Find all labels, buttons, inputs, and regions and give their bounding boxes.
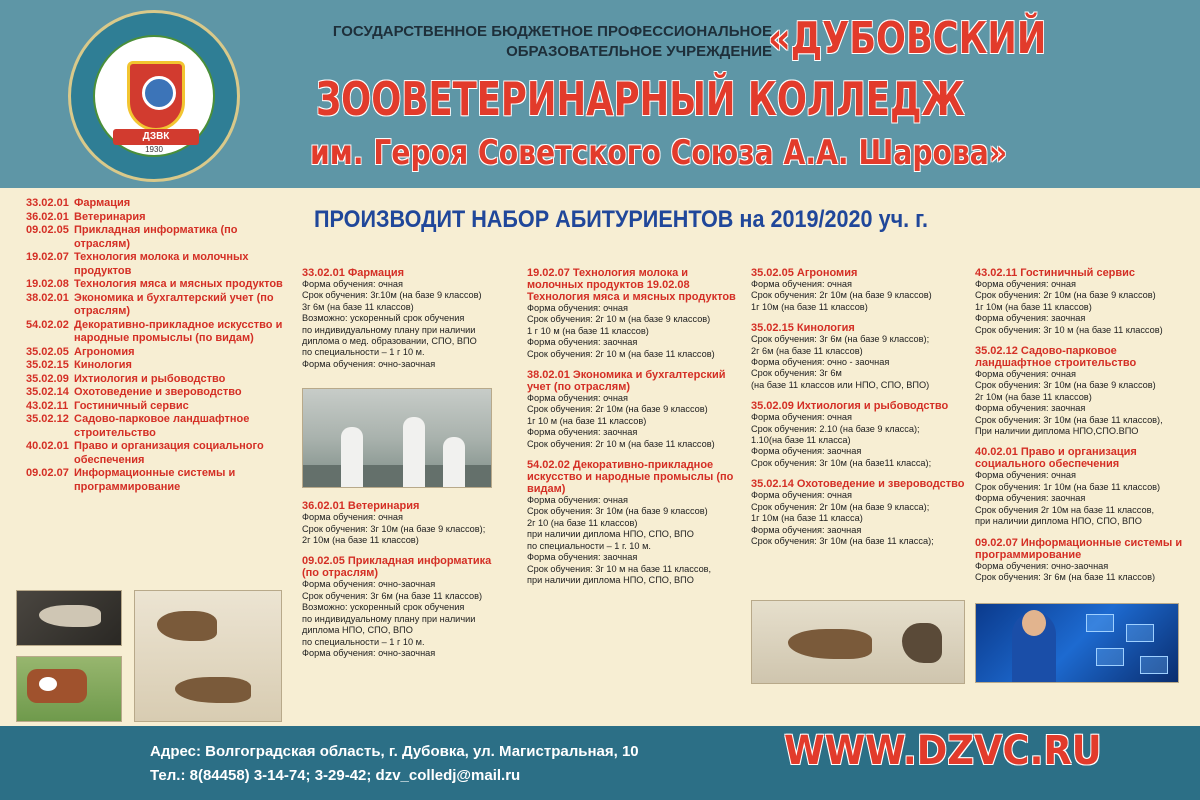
laboratory-photo (302, 388, 492, 488)
program-title: 36.02.01 Ветеринария (302, 500, 420, 513)
program-block (527, 267, 737, 360)
college-logo (68, 10, 240, 182)
program-detail: Срок обучения 2г 10м на базе 11 классов, (975, 504, 1155, 515)
college-name-line-2: ЗООВЕТЕРИНАРНЫЙ КОЛЛЕДЖ (316, 72, 965, 126)
program-detail: по индивидуальному плану при наличии (302, 324, 476, 335)
college-name-line-3: им. Героя Советского Союза А.А. Шарова» (310, 133, 1008, 173)
bird-figure (157, 611, 217, 641)
specialty-name: Прикладная информатика (по отраслям) (74, 224, 238, 250)
program-block (302, 267, 502, 370)
program-block (302, 555, 502, 659)
specialty-code: 33.02.01 (26, 197, 69, 209)
specialty-list-item (26, 386, 284, 400)
program-detail: Срок обучения: 3г 10м (на базе 11 классов), (975, 414, 1163, 425)
program-detail: 2г 10м (на базе 11 классов) (975, 391, 1092, 402)
specialty-name: Фармация (74, 197, 131, 209)
college-name-line-1: «ДУБОВСКИЙ (768, 13, 1047, 64)
program-block (302, 500, 502, 546)
program-detail: Форма обучения: очная (975, 369, 1076, 380)
specialty-name: Охотоведение и звероводство (74, 386, 242, 398)
program-title: 38.02.01 Экономика и бухгалтерский учет (по отраслям) (527, 369, 726, 394)
program-detail: Срок обучения: 2г 10м (на базе 9 классов) (975, 290, 1156, 301)
program-block (527, 459, 737, 586)
specialty-list (26, 197, 284, 494)
program-block (527, 369, 737, 450)
program-detail: Срок обучения: 3г.10м (на базе 9 классов) (302, 290, 482, 301)
specialty-name: Садово-парковое ландшафтное строительство (74, 413, 250, 439)
admission-headline: ПРОИЗВОДИТ НАБОР АБИТУРИЕНТОВ на 2019/2020 уч. г. (314, 206, 928, 233)
program-block (751, 267, 966, 313)
specialty-list-item (26, 413, 284, 440)
contact-info (150, 740, 639, 788)
specialty-list-item (26, 251, 284, 278)
program-detail: Форма обучения: очно-заочная (302, 358, 436, 369)
program-detail: Срок обучения: 2г 10 м (на базе 9 классов) (527, 314, 711, 325)
screen-icon (1140, 656, 1168, 674)
specialty-code: 40.02.01 (26, 440, 69, 452)
program-detail: диплома о мед. образовании, СПО, ВПО (302, 336, 477, 347)
specialty-name: Технология молока и молочных продуктов (74, 251, 249, 277)
column-2 (527, 267, 737, 595)
program-detail: Форма обучения: очно-заочная (302, 647, 436, 658)
program-block (751, 322, 966, 391)
program-detail: при наличии диплома НПО, СПО, ВПО (527, 574, 694, 585)
program-detail: Форма обучения: очная (751, 412, 852, 423)
program-detail: по специальности – 1 г. 10 м. (527, 540, 651, 551)
specialty-list-item (26, 346, 284, 360)
program-detail: Форма обучения: очная (751, 279, 852, 289)
program-detail: по специальности – 1 г 10 м. (302, 347, 425, 358)
program-detail: 2г 10м (на базе 11 классов) (302, 535, 419, 546)
logo-emblem (93, 35, 215, 157)
specialty-code: 35.02.15 (26, 359, 69, 371)
program-detail: 2г 6м (на базе 11 классов) (751, 345, 863, 356)
shield-icon (127, 61, 185, 131)
program-detail: Срок обучения: 3г 10м (на базе 9 классов) (527, 506, 708, 517)
program-title: 35.02.09 Ихтиология и рыбоводство (751, 400, 949, 413)
program-title: 35.02.05 Агрономия (751, 267, 858, 279)
specialty-name: Информационные системы и программирование (74, 467, 236, 493)
program-detail: Форма обучения: заочная (751, 524, 862, 535)
program-detail: Срок обучения: 2г 10м (на базе 9 классов) (527, 404, 708, 415)
program-detail: Форма обучения: очная (527, 495, 628, 506)
program-block (975, 345, 1190, 437)
specialty-list-item (26, 373, 284, 387)
bird-figure (175, 677, 251, 703)
specialty-code: 19.02.07 (26, 251, 69, 263)
program-detail: Форма обучения: очная (527, 303, 628, 313)
specialty-name: Экономика и бухгалтерский учет (по отраслям) (74, 291, 274, 317)
bird-figure (39, 605, 101, 627)
specialty-list-item (26, 278, 284, 292)
logo-text: ДЗВК (113, 129, 199, 145)
lab-worker (341, 427, 363, 487)
program-detail: Форма обучения: очно-заочная (975, 560, 1109, 571)
program-detail: диплома НПО, СПО, ВПО (302, 625, 413, 636)
program-detail: Форма обучения: очно - заочная (751, 357, 890, 368)
specialty-code: 43.02.11 (26, 399, 69, 412)
program-detail: 3г 6м (на базе 11 классов) (302, 301, 414, 312)
program-title: 40.02.01 Право и организация социального обеспечения (975, 446, 1137, 471)
program-detail: 1 г 10 м (на базе 11 классов) (527, 325, 649, 336)
address-text: Адрес: Волгоградская область, г. Дубовка, ул. Магистральная, 10 (150, 743, 639, 760)
program-detail: Срок обучения: 2г 10 м (на базе 11 классов) (527, 438, 715, 449)
screen-icon (1096, 648, 1124, 666)
program-detail: Срок обучения: 3г 10м (на базе 11 класса); (751, 535, 934, 546)
specialty-code: 35.02.14 (26, 386, 69, 398)
program-detail: Срок обучения: 2.10 (на базе 9 класса); (751, 423, 920, 434)
program-detail: по специальности – 1 г 10 м. (302, 636, 425, 647)
program-block (751, 478, 966, 547)
specialty-list-item (26, 197, 284, 211)
eagle-photo (16, 590, 122, 646)
program-detail: при наличии диплома НПО, СПО, ВПО (975, 516, 1142, 527)
specialty-code: 54.02.02 (26, 318, 69, 331)
program-detail: Срок обучения: 3г 6м (751, 368, 842, 379)
specialty-code: 09.02.05 (26, 224, 69, 236)
program-detail: (на базе 11 классов или НПО, СПО, ВПО) (751, 379, 930, 390)
program-title: 35.02.12 Садово-парковое ландшафтное строительство (975, 345, 1137, 370)
program-detail: Форма обучения: очная (975, 279, 1076, 289)
specialty-name: Декоративно-прикладное искусство и народные промыслы (по видам) (74, 318, 283, 344)
program-detail: Срок обучения: 3г 6м (на базе 11 классов) (302, 590, 483, 601)
program-detail: Срок обучения: 3г 10 м (на базе 11 классов) (975, 324, 1163, 335)
program-title: 09.02.05 Прикладная информатика (по отраслям) (302, 555, 492, 580)
program-block (975, 446, 1190, 527)
column-3 (751, 267, 966, 556)
specialty-list-item (26, 467, 284, 494)
program-detail: Форма обучения: очно-заочная (302, 579, 436, 590)
program-block (975, 267, 1190, 336)
program-title: 54.02.02 Декоративно-прикладное искусство и народные промыслы (по видам) (527, 459, 734, 496)
lab-worker (403, 417, 425, 487)
specialty-name: Гостиничный сервис (74, 399, 189, 412)
specialty-list-item (26, 292, 284, 319)
logo-year: 1930 (145, 145, 163, 154)
program-title: 19.02.07 Технология молока и молочных продуктов 19.02.08 Технология мяса и мясных продуктов (527, 267, 736, 303)
programmer-photo (975, 603, 1179, 683)
program-title: 35.02.14 Охотоведение и звероводство (751, 478, 965, 491)
program-detail: Форма обучения: очная (975, 470, 1076, 481)
program-detail: Срок обучения: 2г 10 м (на базе 11 классов) (527, 348, 715, 359)
program-detail: Срок обучения: 3г 6м (на базе 9 классов); (751, 334, 930, 345)
program-detail: Форма обучения: заочная (975, 313, 1086, 324)
program-detail: Срок обучения: 3г 10м (на базе 9 классов); (302, 523, 486, 534)
specialty-list-item (26, 224, 284, 251)
program-detail: по индивидуальному плану при наличии (302, 613, 476, 624)
specialty-name: Право и организация социального обеспечения (74, 440, 264, 466)
lab-worker (443, 437, 465, 487)
specialty-code: 35.02.12 (26, 413, 69, 425)
program-detail: Возможно: ускоренный срок обучения (302, 313, 465, 324)
program-detail: при наличии диплома НПО, СПО, ВПО (527, 529, 694, 540)
program-block (751, 400, 966, 469)
institution-type (272, 22, 772, 62)
program-detail: 1.10(на базе 11 класса) (751, 435, 851, 446)
program-block (975, 537, 1190, 584)
program-detail: 2г 10 (на базе 11 классов) (527, 517, 638, 528)
website-link[interactable]: WWW.DZVC.RU (784, 728, 1102, 774)
program-title: 09.02.07 Информационные системы и программирование (975, 536, 1183, 561)
program-detail: Форма обучения: очная (751, 490, 852, 501)
program-detail: Срок обучения: 2г 10м (на базе 9 классов) (751, 290, 932, 301)
program-detail: При наличии диплома НПО,СПО.ВПО (975, 426, 1139, 437)
bird-figure (788, 629, 872, 659)
program-detail: Возможно: ускоренный срок обучения (302, 602, 465, 613)
institution-type-line-2: ОБРАЗОВАТЕЛЬНОЕ УЧРЕЖДЕНИЕ (506, 43, 772, 60)
program-title: 33.02.01 Фармация (302, 267, 405, 279)
specialty-name: Ветеринария (74, 210, 146, 223)
program-detail: 1г 10м (на базе 11 классов) (751, 301, 868, 312)
screen-icon (1086, 614, 1114, 632)
specialty-name: Технология мяса и мясных продуктов (74, 278, 283, 290)
cows-photo (16, 656, 122, 722)
animal-figure (902, 623, 942, 663)
specialty-code: 09.02.07 (26, 467, 69, 479)
specialty-list-item (26, 400, 284, 414)
specialty-code: 38.02.01 (26, 291, 69, 304)
specialty-code: 36.02.01 (26, 210, 69, 223)
program-detail: Форма обучения: заочная (527, 427, 638, 438)
program-detail: Срок обучения: 3г 10 м на базе 11 классов, (527, 563, 712, 574)
specialty-list-item (26, 211, 284, 225)
person-face (1022, 610, 1046, 636)
program-title: 35.02.15 Кинология (751, 322, 855, 335)
program-detail: Форма обучения: очная (527, 393, 628, 404)
program-detail: 1г 10 м (на базе 11 классов) (527, 415, 647, 426)
program-detail: Форма обучения: очная (302, 279, 403, 289)
specialty-list-item (26, 359, 284, 373)
specialty-list-item (26, 440, 284, 467)
program-detail: Срок обучения: 2г 10м (на базе 9 класса); (751, 501, 930, 512)
specialty-name: Ихтиология и рыбоводство (74, 372, 226, 385)
program-detail: Форма обучения: заочная (975, 403, 1086, 414)
specialty-list-item (26, 319, 284, 346)
program-detail: 1г 10м (на базе 11 классов) (975, 301, 1092, 312)
cow-figure (27, 669, 87, 703)
specialty-code: 35.02.09 (26, 372, 69, 385)
specialty-name: Агрономия (74, 345, 135, 358)
program-detail: 1г 10м (на базе 11 класса) (751, 513, 863, 524)
program-detail: Срок обучения: 3г 10м (на базе11 класса); (751, 457, 932, 468)
specialty-code: 19.02.08 (26, 278, 69, 290)
program-detail: Срок обучения: 3г 6м (на базе 11 классов) (975, 571, 1156, 582)
program-detail: Форма обучения: очная (302, 512, 403, 523)
program-detail: Форма обучения: заочная (751, 446, 862, 457)
screen-icon (1126, 624, 1154, 642)
program-detail: Форма обучения: заочная (975, 493, 1086, 504)
program-detail: Срок обучения: 1г 10м (на базе 11 классов) (975, 481, 1161, 492)
program-detail: Форма обучения: заочная (527, 337, 638, 348)
specialty-name: Кинология (74, 359, 132, 371)
institution-type-line-1: ГОСУДАРСТВЕННОЕ БЮДЖЕТНОЕ ПРОФЕССИОНАЛЬНОЕ (332, 23, 772, 40)
specialty-code: 35.02.05 (26, 345, 69, 358)
phone-email-text: Тел.: 8(84458) 3-14-74; 3-29-42; dzv_colledj@mail.ru (150, 767, 521, 784)
taxidermy-animals-photo (751, 600, 965, 684)
taxidermy-birds-photo (134, 590, 282, 722)
program-title: 43.02.11 Гостиничный сервис (975, 267, 1136, 279)
program-detail: Форма обучения: заочная (527, 552, 638, 563)
column-4 (975, 267, 1190, 592)
program-detail: Срок обучения: 3г 10м (на базе 9 классов) (975, 380, 1156, 391)
